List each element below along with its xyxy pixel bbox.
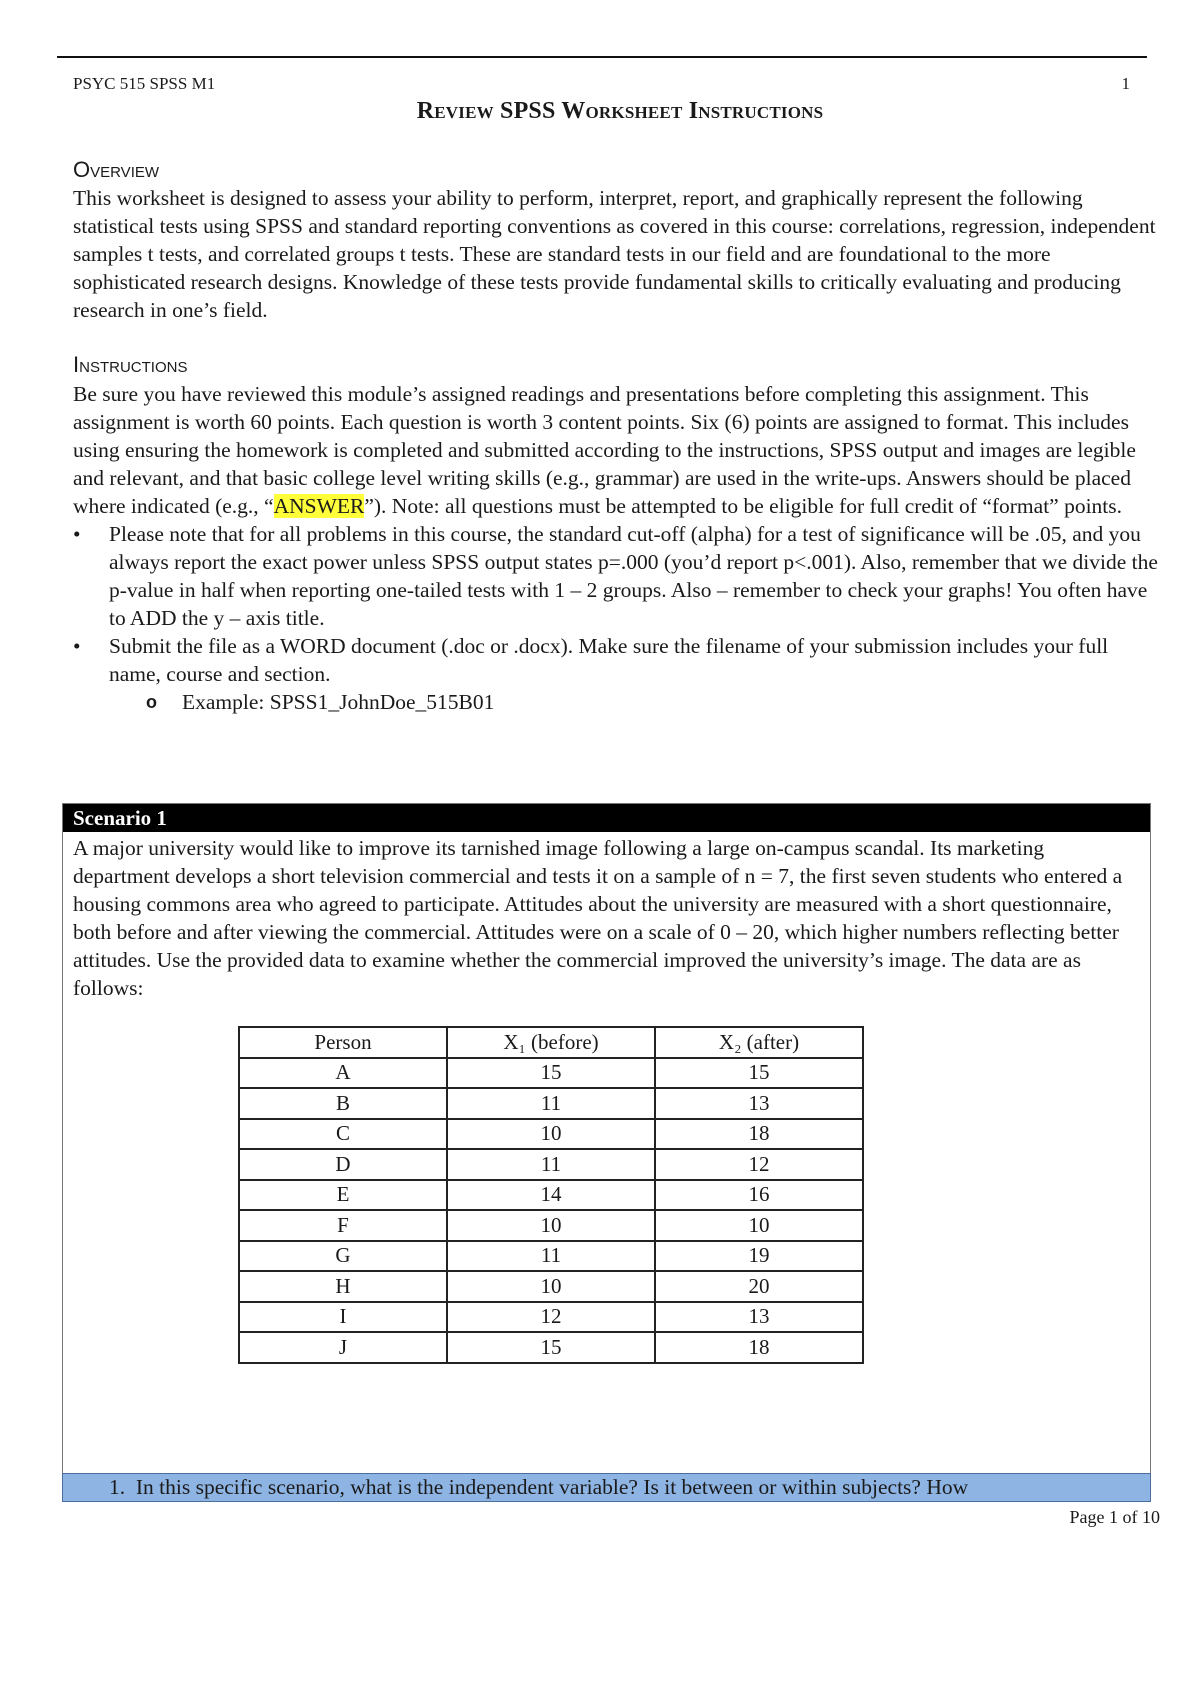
table-cell: 13 [655, 1088, 863, 1119]
table-cell: 15 [447, 1058, 655, 1089]
table-cell: 18 [655, 1332, 863, 1363]
scenario-text: A major university would like to improve its tarnished image following a large on-campus scandal. Its marketing department develops a short television commercial and tests it on a sample of n = 7, the first seven students who entered a housing commons area who agreed to participate. Attitudes about the university are measured with a short questionnaire, both before and after viewing the commercial. Attitudes were on a scale of 0 – 20, which higher numbers reflecting better attitudes. Use the provided data to examine whether the commercial improved the university’s image. The data are as follows: [73, 836, 1123, 1000]
answer-highlight: ANSWER [273, 494, 365, 518]
table-row [239, 1210, 863, 1241]
table-cell: 15 [447, 1332, 655, 1363]
table-row [239, 1241, 863, 1272]
running-header: PSYC 515 SPSS M1 [73, 74, 216, 93]
table-cell: 15 [655, 1058, 863, 1089]
table-header-cell: X₂ (after) [655, 1027, 863, 1058]
top-rule [57, 56, 1147, 58]
header-page-number: 1 [1121, 74, 1130, 93]
table-cell: 10 [447, 1271, 655, 1302]
table-row [239, 1271, 863, 1302]
table-cell: 11 [447, 1241, 655, 1272]
table-cell: I [239, 1302, 447, 1333]
table-row [239, 1180, 863, 1211]
table-cell: 20 [655, 1271, 863, 1302]
table-cell: G [239, 1241, 447, 1272]
bullet-icon: • [73, 522, 81, 546]
table-row [239, 1302, 863, 1333]
table-cell: B [239, 1088, 447, 1119]
table-cell: 11 [447, 1149, 655, 1180]
table-cell: 10 [447, 1119, 655, 1150]
table-cell: H [239, 1271, 447, 1302]
table-row [239, 1088, 863, 1119]
scenario-heading: Scenario 1 [63, 804, 1150, 832]
sub-bullet-item: o Example: SPSS1_JohnDoe_515B01 [146, 690, 495, 714]
instructions-body: Be sure you have reviewed this module’s assigned readings and presentations before completing this assignment. This assignment is worth 60 points. Each question is worth 3 content points. Six (6) points are assigned to format. This includes using ensuring the homework is completed and submitted according to the instructions, SPSS output and images are legible and relevant, and that basic college level writing skills (e.g., grammar) are used in the write-ups. Answers should be placed where indicated (e.g., “ANSWER”). Note: all questions must be attempted to be eligible for full credit of “format” points. • Please note that for all problems in this course, the standard cut-off (alpha) for a test of significance will be .05, and you always report the exact power unless SPSS output states p=.000 (you’d report p<.001). Also, remember that we divide the p-value in half when reporting one-tailed tests with 1 – 2 groups. Also – remember to check your graphs! You often have to ADD the y – axis title. • Submit the file as a WORD document (.doc or .docx). Make sure the filename of your submission includes your full name, course and section. o Example: SPSS1_JohnDoe_515B01 [73, 380, 1163, 716]
table-cell: C [239, 1119, 447, 1150]
table-cell: E [239, 1180, 447, 1211]
table-cell: F [239, 1210, 447, 1241]
table-row [239, 1119, 863, 1150]
scenario-box [62, 803, 1151, 1475]
overview-heading: Overview [73, 157, 160, 182]
table-header-cell: X₁ (before) [447, 1027, 655, 1058]
table-cell: 12 [447, 1302, 655, 1333]
page-footer: Page 1 of 10 [1069, 1507, 1160, 1527]
data-table [238, 1026, 864, 1364]
table-header-row [239, 1027, 863, 1058]
table-cell: 10 [447, 1210, 655, 1241]
table-cell: 11 [447, 1088, 655, 1119]
circle-bullet-icon: o [146, 692, 157, 712]
table-cell: 18 [655, 1119, 863, 1150]
table-cell: 16 [655, 1180, 863, 1211]
table-row [239, 1149, 863, 1180]
instructions-heading: Instructions [73, 352, 188, 377]
table-cell: 12 [655, 1149, 863, 1180]
table-cell: A [239, 1058, 447, 1089]
table-header-cell: Person [239, 1027, 447, 1058]
bullet-item: • Please note that for all problems in this course, the standard cut-off (alpha) for a test of significance will be .05, and you always report the exact power unless SPSS output states p=.000 (you’d report p<.001). Also, remember that we divide the p-value in half when reporting one-tailed tests with 1 – 2 groups. Also – remember to check your graphs! You often have to ADD the y – axis title. [73, 522, 1158, 630]
table-cell: J [239, 1332, 447, 1363]
table-row [239, 1058, 863, 1089]
bullet-item: • Submit the file as a WORD document (.doc or .docx). Make sure the filename of your submission includes your full name, course and section. [73, 634, 1109, 686]
question-1: 1. In this specific scenario, what is the independent variable? Is it between or within subjects? How [62, 1473, 1151, 1502]
page-title: Review SPSS Worksheet Instructions [416, 98, 824, 124]
bullet-icon: • [73, 634, 81, 658]
table-cell: 19 [655, 1241, 863, 1272]
table-cell: 14 [447, 1180, 655, 1211]
overview-body: This worksheet is designed to assess your ability to perform, interpret, report, and graphically represent the following statistical tests using SPSS and standard reporting conventions as covered in this course: correlations, regression, independent samples t tests, and correlated groups t tests. These are standard tests in our field and are foundational to the more sophisticated research designs. Knowledge of these tests provide fundamental skills to critically evaluating and producing research in one’s field. [73, 186, 1156, 322]
table-cell: D [239, 1149, 447, 1180]
table-cell: 13 [655, 1302, 863, 1333]
table-row [239, 1332, 863, 1363]
table-cell: 10 [655, 1210, 863, 1241]
